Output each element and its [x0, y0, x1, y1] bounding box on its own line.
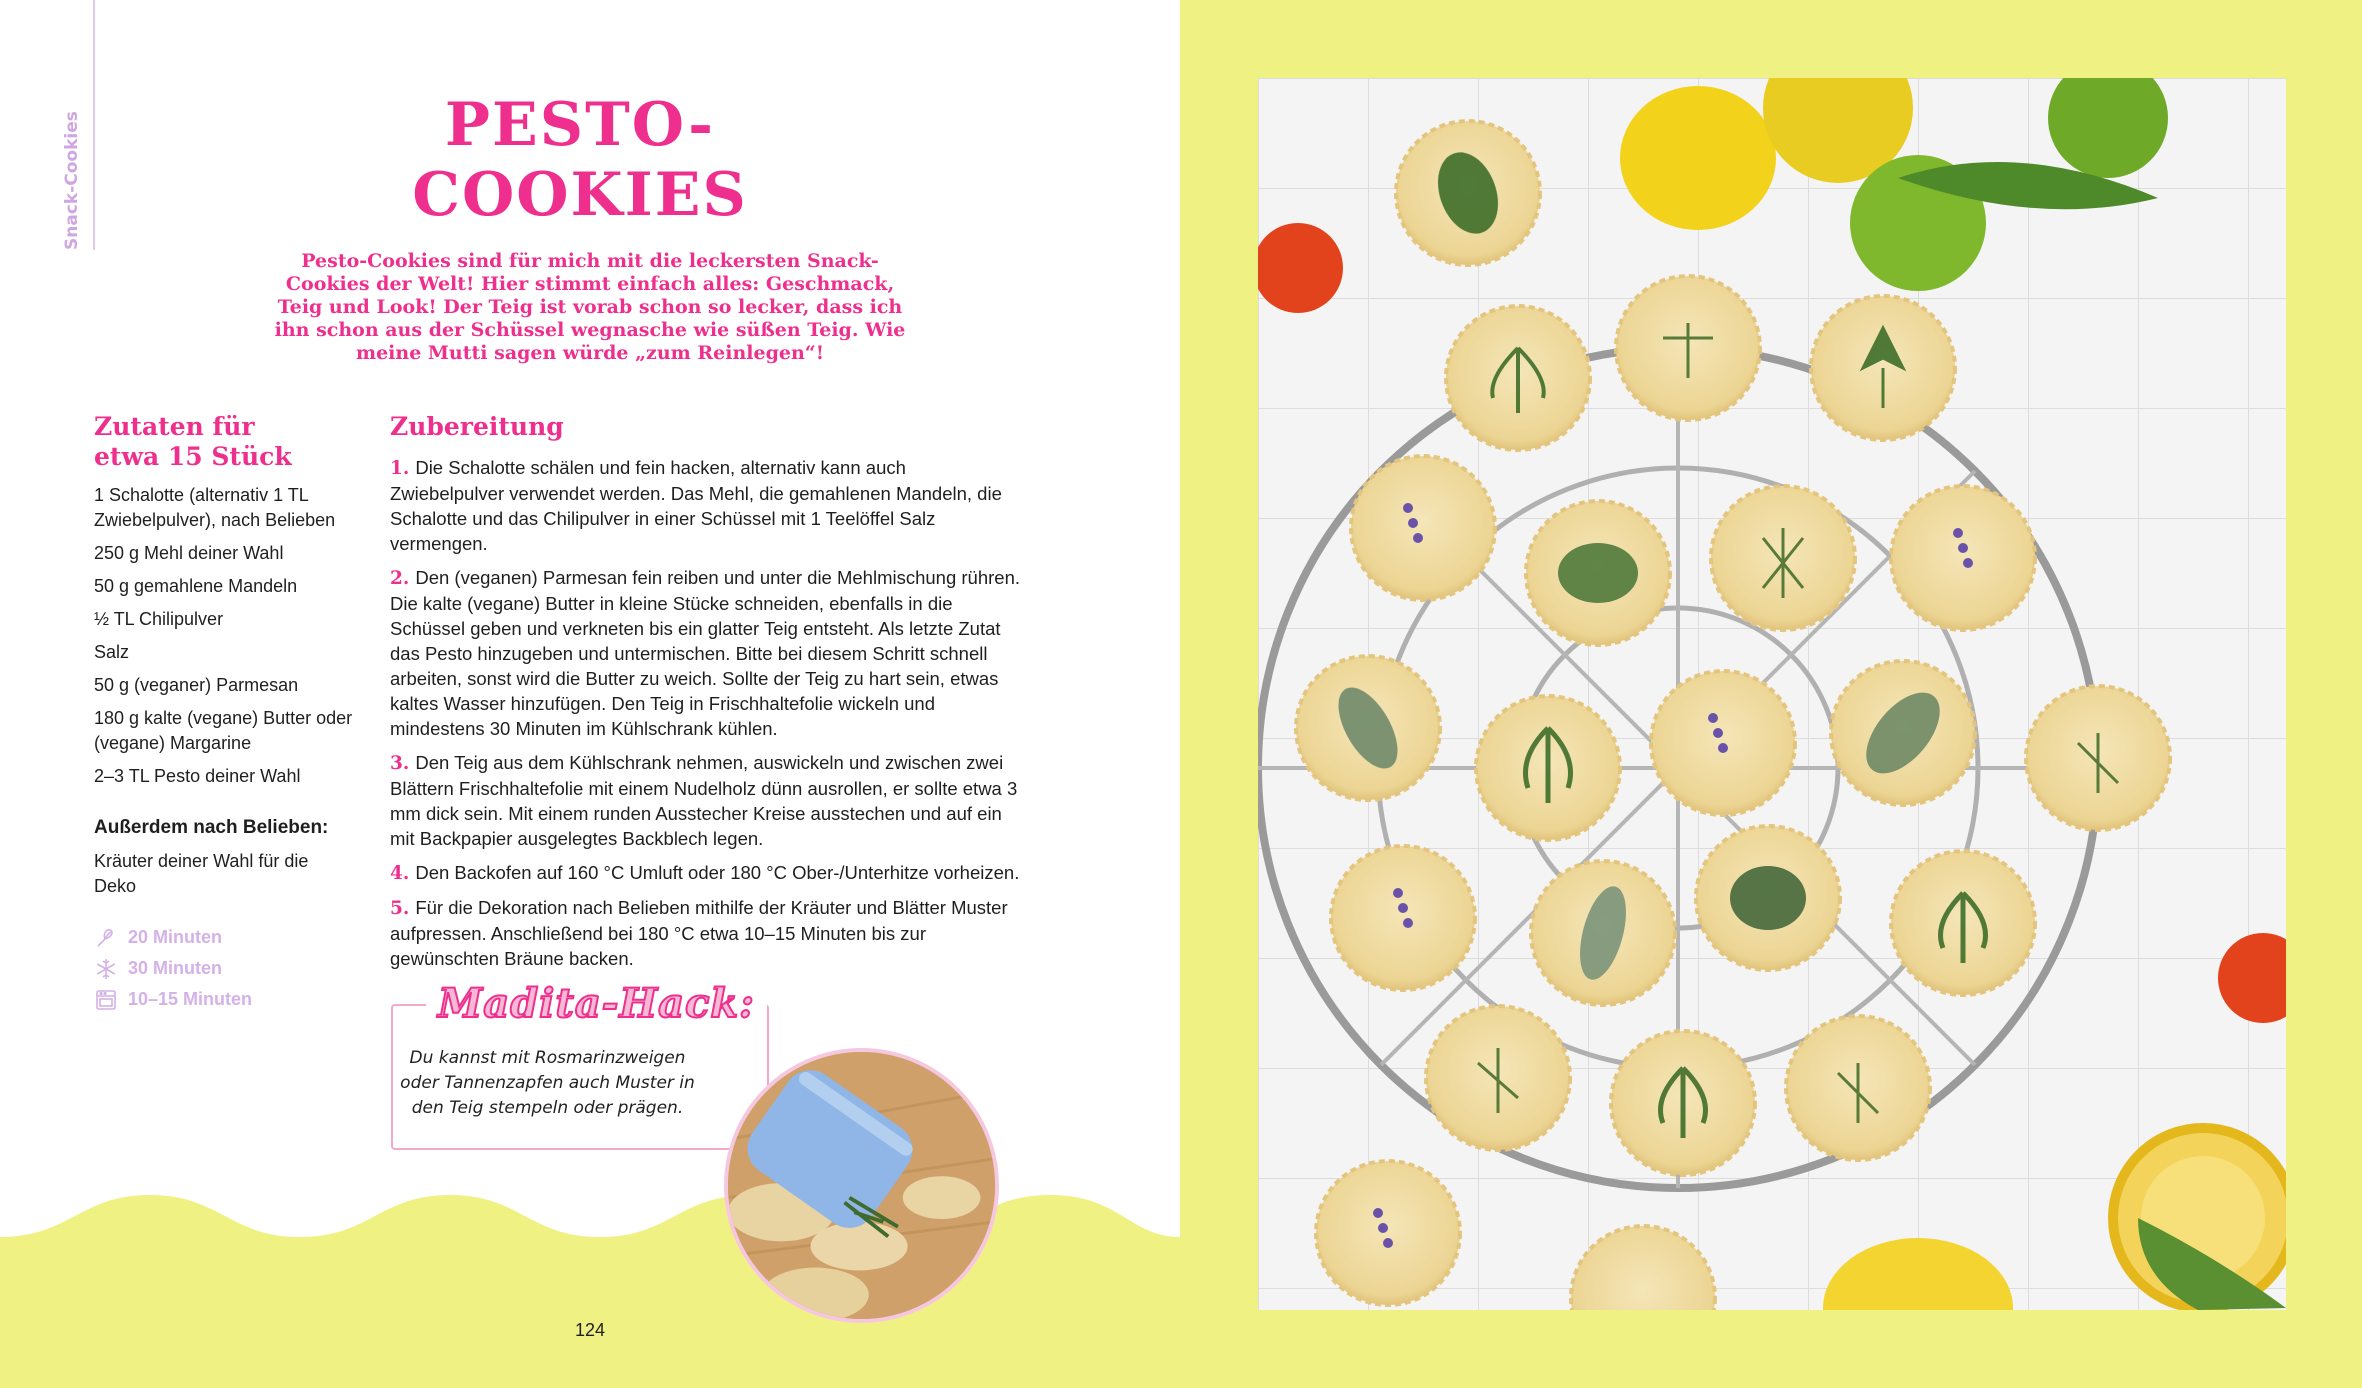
- step-number: 5.: [390, 898, 410, 919]
- step-number: 1.: [390, 458, 410, 479]
- prep-time-row: [94, 922, 252, 953]
- cookies-photo: [1258, 78, 2286, 1310]
- extras-heading: Außerdem nach Belieben:: [94, 817, 329, 838]
- ingredients-list: [94, 483, 354, 797]
- cookies-on-rack-illustration: [1258, 78, 2286, 1310]
- chill-time-row: [94, 953, 252, 984]
- step-number: 2.: [390, 568, 410, 589]
- ingredient-item: 250 g Mehl deiner Wahl: [94, 543, 284, 563]
- bake-time-label: 10–15 Minuten: [128, 989, 253, 1009]
- step-text: Die Schalotte schälen und fein hacken, alternativ kann auch Zwiebelpulver verwendet werden. Das Mehl, die gemahlenen Mandeln, die Schalotte und das Chilipulver in einer Schüssel mit 1 Teelöffel Salz vermengen.: [390, 457, 1002, 554]
- step-item: [390, 750, 1020, 851]
- prep-time-label: 20 Minuten: [128, 927, 223, 947]
- footer-wave: [0, 1195, 1180, 1388]
- step-text: Den Teig aus dem Kühlschrank nehmen, auswickeln und zwischen zwei Blättern Frischhaltefolie mit einem Nudelholz dünn ausrollen, er sollte etwa 3 mm dick sein. Mit einem runden Ausstecher Kreise ausstechen und auf ein mit Backpapier ausgelegtes Backblech legen.: [390, 752, 1018, 849]
- ingredient-item: ½ TL Chilipulver: [94, 609, 224, 629]
- ingredients-heading-line-2: etwa 15 Stück: [94, 442, 292, 471]
- chill-time-label: 30 Minuten: [128, 958, 223, 978]
- ingredient-item: 50 g (veganer) Parmesan: [94, 675, 299, 695]
- ingredient-item: 1 Schalotte (alternativ 1 TL Zwiebelpulver), nach Belieben: [94, 485, 336, 530]
- bake-time-row: [94, 984, 252, 1015]
- ingredient-item: 2–3 TL Pesto deiner Wahl: [94, 766, 301, 786]
- tip-title: Madita-Hack:: [426, 980, 767, 1027]
- step-text: Den Backofen auf 160 °C Umluft oder 180 °C Ober-/Unterhitze vorheizen.: [415, 862, 1020, 883]
- snowflake-icon: [94, 957, 118, 981]
- side-divider: [93, 0, 95, 250]
- page-number: 124: [574, 1320, 606, 1340]
- title-line-2: COOKIES: [412, 160, 748, 230]
- step-text: Den (veganen) Parmesan fein reiben und unter die Mehlmischung rühren. Die kalte (vegane) Butter in kleine Stücke schneiden, ebenfalls in die Schüssel geben und verkneten bis ein glatter Teig entsteht. Als letzte Zutat das Pesto hinzugeben und untermischen. Bitte bei diesem Schritt schnell arbeiten, sonst wird die Butter zu weich. Sollte der Teig zu hart sein, etwas kaltes Wasser hinzufügen. Den Teig in Frischhaltefolie wickeln und mindestens 30 Minuten im Kühlschrank kühlen.: [390, 567, 1021, 739]
- step-item: [390, 455, 1020, 556]
- oven-icon: [94, 988, 118, 1012]
- ingredient-item: Salz: [94, 642, 130, 662]
- whisk-icon: [94, 926, 118, 950]
- step-item: [390, 895, 1020, 971]
- preparation-steps: [390, 455, 1020, 980]
- ingredient-item: 180 g kalte (vegane) Butter oder (vegane) Margarine: [94, 708, 353, 753]
- title-line-1: PESTO-: [444, 90, 716, 160]
- time-info: [94, 922, 252, 1015]
- extras-text: Kräuter deiner Wahl für die Deko: [94, 851, 309, 896]
- rolling-pin-illustration: [728, 1052, 995, 1319]
- left-page: [0, 0, 1180, 1388]
- step-item: [390, 565, 1020, 741]
- recipe-title: [300, 90, 860, 230]
- step-text: Für die Dekoration nach Belieben mithilfe der Kräuter und Blätter Muster aufpressen. Anschließend bei 180 °C etwa 10–15 Minuten bis zur gewünschten Bräune backen.: [390, 897, 1008, 969]
- tip-text: Du kannst mit Rosmarinzweigen oder Tannenzapfen auch Muster in den Teig stempeln oder prägen.: [400, 1048, 695, 1118]
- intro-text: Pesto-Cookies sind für mich mit die leckersten Snack-Cookies der Welt! Hier stimmt einfach alles: Geschmack, Teig und Look! Der Teig ist vorab schon so lecker, dass ich ihn schon aus der Schüssel wegnasche wie süßen Teig. Wie meine Mutti sagen würde „zum Reinlegen“!: [274, 250, 906, 364]
- step-number: 3.: [390, 753, 410, 774]
- rolling-pin-photo: [724, 1048, 999, 1323]
- preparation-heading: Zubereitung: [390, 412, 564, 441]
- step-item: [390, 860, 1020, 886]
- ingredients-heading: [94, 412, 354, 472]
- ingredient-item: 50 g gemahlene Mandeln: [94, 576, 298, 596]
- side-section-label: Snack-Cookies: [62, 111, 82, 250]
- step-number: 4.: [390, 863, 410, 884]
- ingredients-heading-line-1: Zutaten für: [94, 412, 255, 441]
